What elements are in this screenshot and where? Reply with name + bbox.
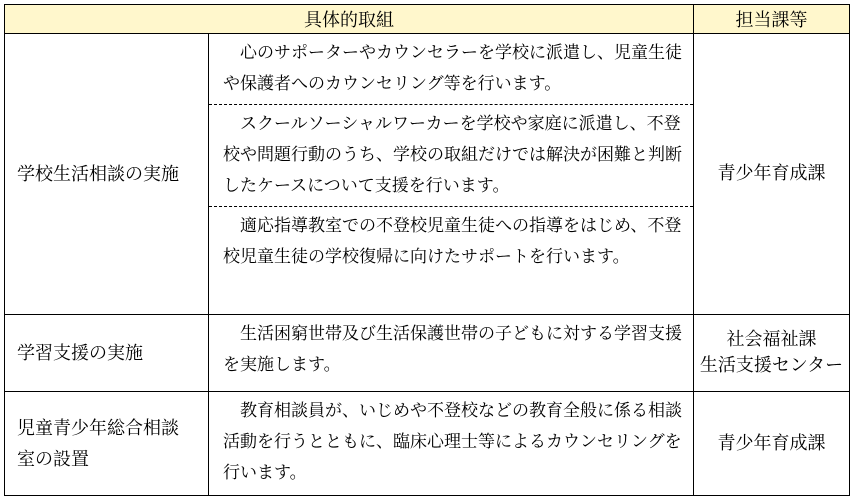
department-name: 生活支援センター [699,355,844,376]
department-name: 青少年育成課 [717,432,826,454]
department-name: 社会福祉課 [726,329,817,350]
row-department [694,392,850,496]
description-item: 適応指導教室での不登校児童生徒への指導をはじめ、不登校児童生徒の学校復帰に向けたサポートを行います。 [209,206,693,277]
measures-table [4,4,850,496]
row-description-cell [209,34,694,315]
header-department: 担当課等 [694,5,850,34]
table-row [5,34,850,315]
description-item: 教育相談員が、いじめや不登校などの教育全般に係る相談活動を行うとともに、臨床心理士等によるカウンセリングを行います。 [223,401,682,483]
row-category: 学校生活相談の実施 [5,34,209,315]
row-description-cell [209,392,694,496]
header-content: 具体的取組 [5,5,694,34]
description-item: スクールソーシャルワーカーを学校や家庭に派遣し、不登校や問題行動のうち、学校の取組だけでは解決が困難と判断したケースについて支援を行います。 [209,104,693,206]
row-department [694,315,850,392]
row-department [694,34,850,315]
row-category: 学習支援の実施 [5,315,209,392]
row-category: 児童青少年総合相談室の設置 [5,392,209,496]
row-description-cell [209,315,694,392]
table-row [5,392,850,496]
description-item: 心のサポーターやカウンセラーを学校に派遣し、児童生徒や保護者へのカウンセリング等を行います。 [223,43,682,94]
description-item: 生活困窮世帯及び生活保護世帯の子どもに対する学習支援を実施します。 [223,324,682,375]
header-row [5,5,850,34]
table-row [5,315,850,392]
department-name: 青少年育成課 [717,163,826,184]
